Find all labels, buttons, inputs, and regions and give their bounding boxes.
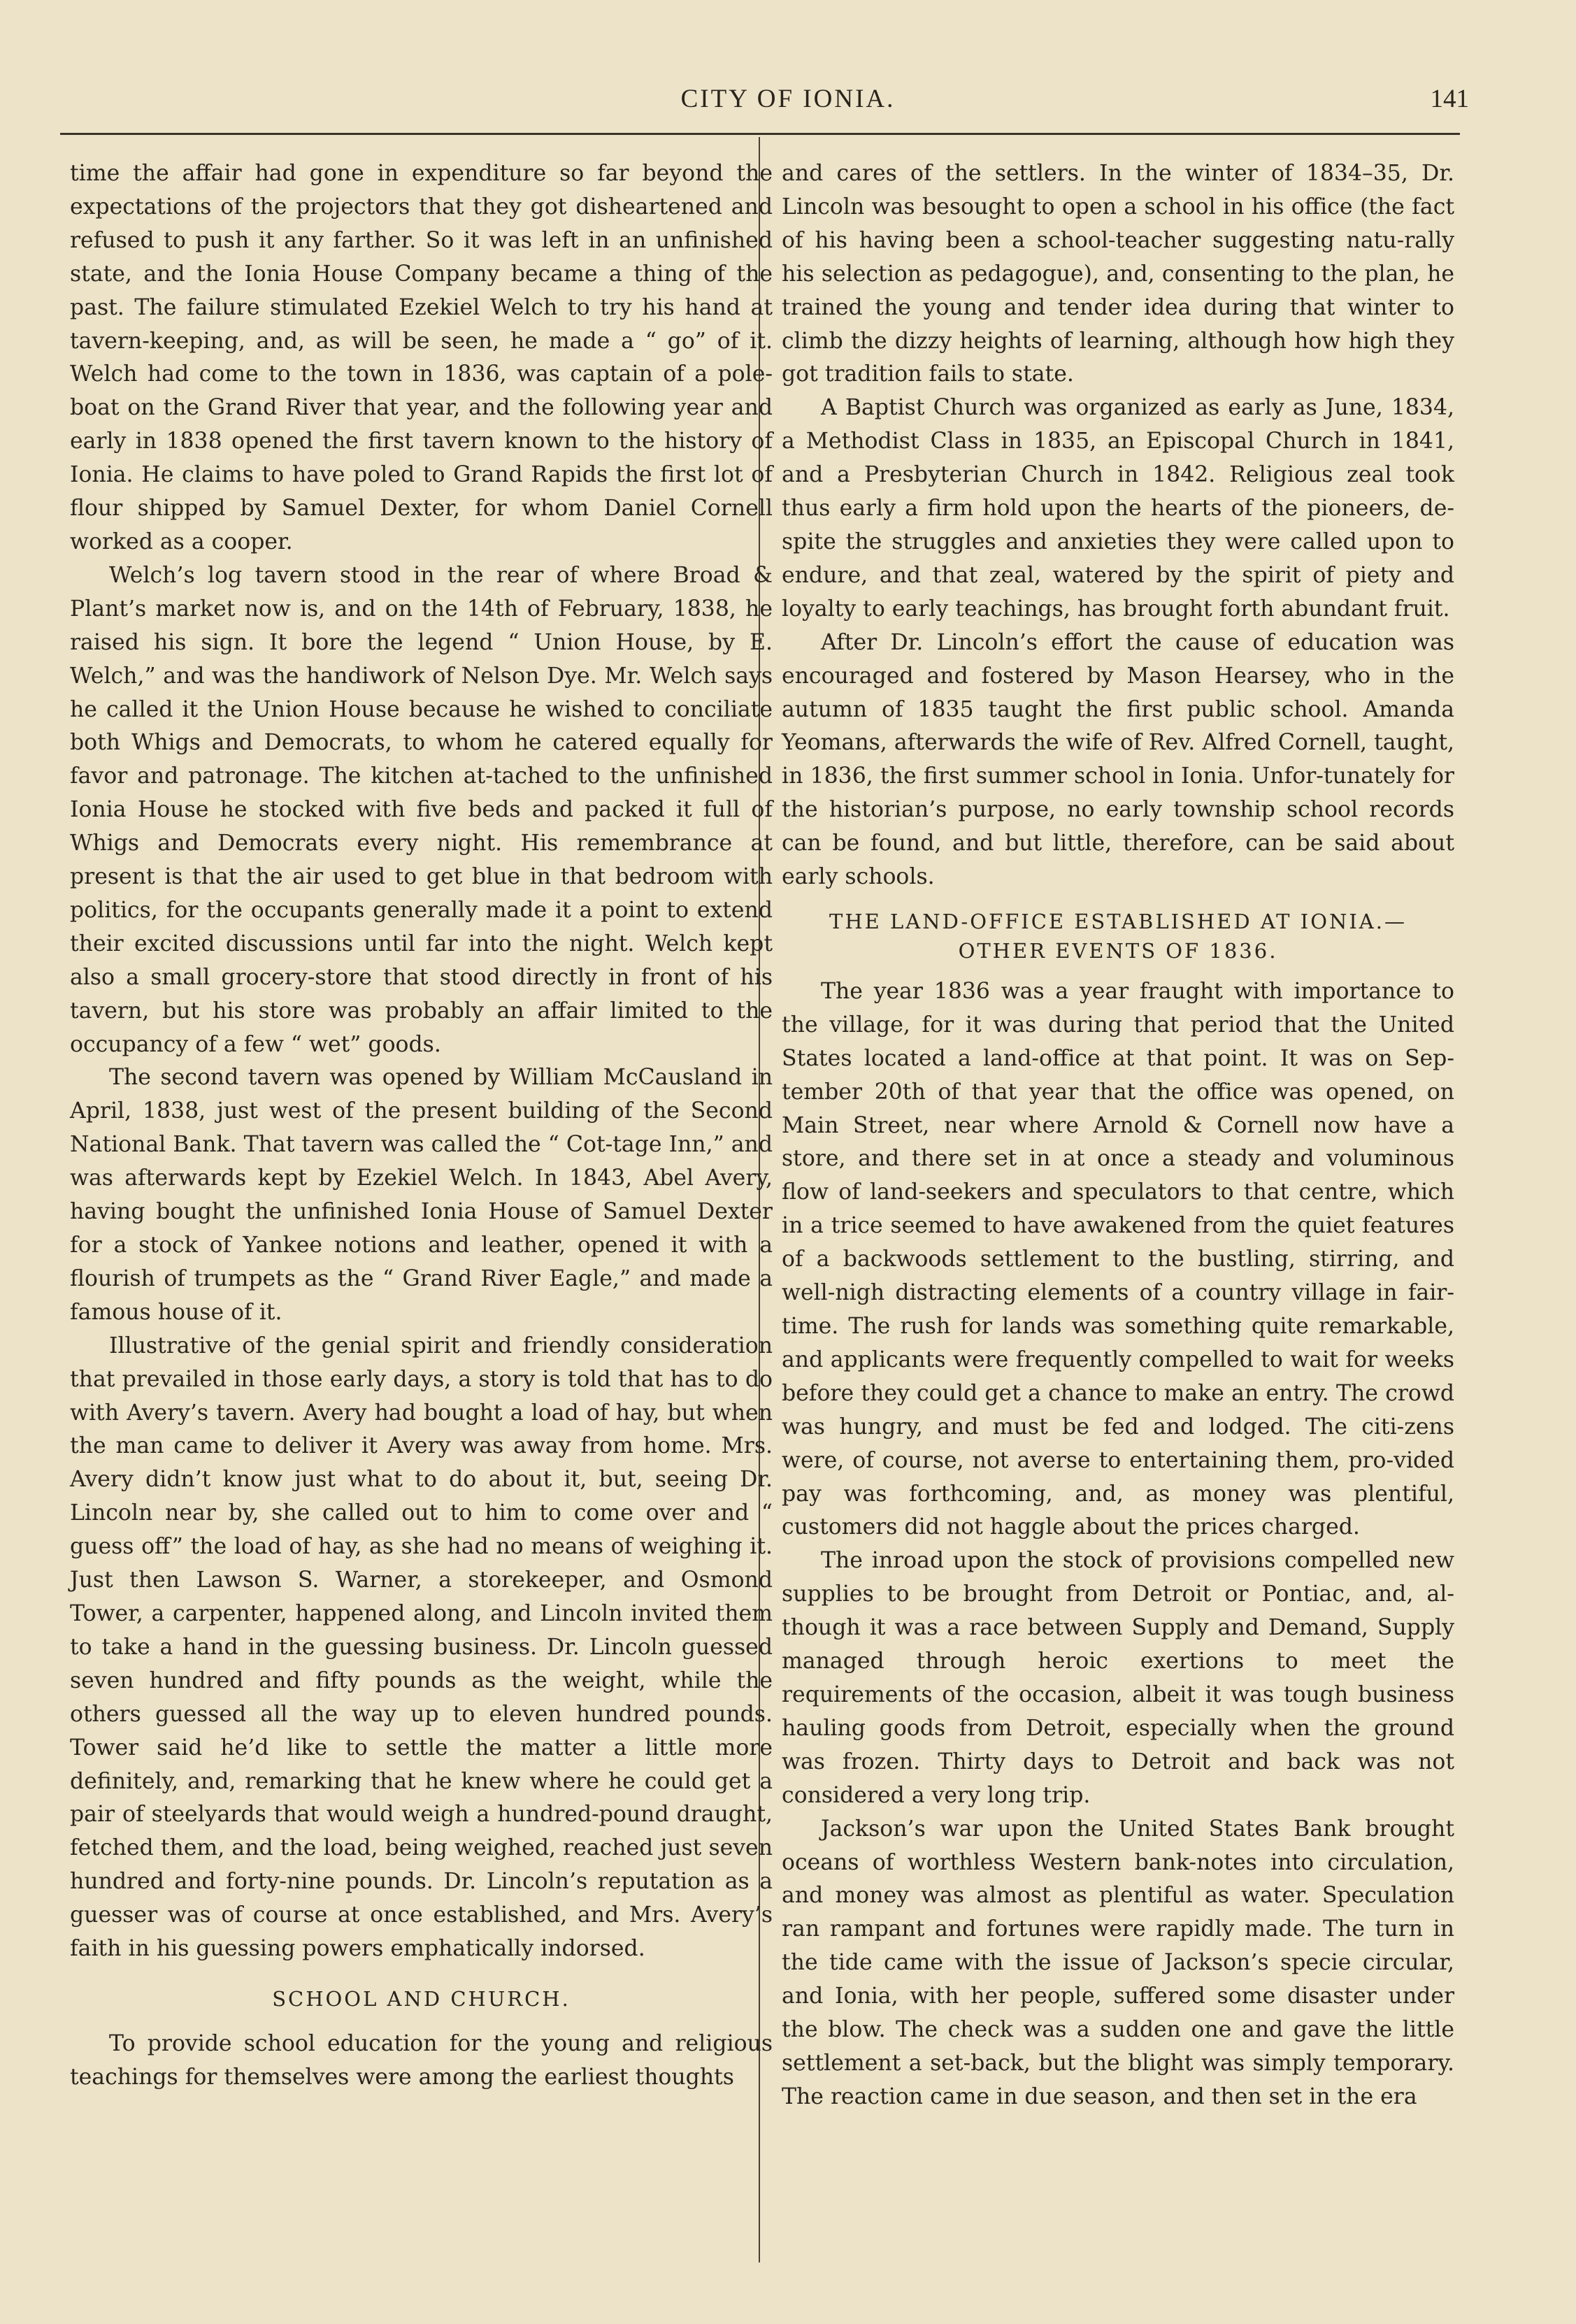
- section-heading-line: OTHER EVENTS OF 1836.: [958, 938, 1278, 963]
- paragraph: Jackson’s war upon the United States Bank brought oceans of worthless Western bank-notes into circulation, and money was almost as plentiful as water. Speculation ran rampant and fortunes were rapidly made. The turn in the tide came with the issue of Jackson’s specie circular, and Ionia, with her people, suffered some disaster under the blow. The check was a sudden one and gave the little settlement a set-back, but the blight was simply temporary. The reaction came in due season, and then set in the era: [782, 1816, 1454, 2109]
- paragraph: Welch’s log tavern stood in the rear of where Broad & Plant’s market now is, and on the 14th of February, 1838, he raised his sign. It bore the legend “ Union House, by E. Welch,” and was the handiwork of Nelson Dye. Mr. Welch says he called it the Union House because he wished to conciliate both Whigs and Democrats, to whom he catered equally for favor and patronage. The kitchen at-tached to the unfinished Ionia House he stocked with five beds and packed it full of Whigs and Democrats every night. His remembrance at present is that the air used to get blue in that bedroom with politics, for the occupants generally made it a point to extend their excited discussions until far into the night. Welch kept also a small grocery-store that stood directly in front of his tavern, but his store was probably an affair limited to the occupancy of a few “ wet” goods.: [70, 562, 773, 1057]
- paragraph: A Baptist Church was organized as early as June, 1834, a Methodist Class in 1835, an Episcopal Church in 1841, and a Presbyterian Church in 1842. Religious zeal took thus early a firm hold upon the hearts of the pioneers, de-spite the struggles and anxieties they were called upon to endure, and that zeal, watered by the spirit of piety and loyalty to early teachings, has brought forth abundant fruit.: [782, 395, 1454, 622]
- running-head: [0, 84, 1576, 126]
- paragraph: The second tavern was opened by William McCausland in April, 1838, just west of the present building of the Second National Bank. That tavern was called the “ Cot-tage Inn,” and was afterwards kept by Ezekiel Welch. In 1843, Abel Avery, having bought the unfinished Ionia House of Samuel Dexter for a stock of Yankee notions and leather, opened it with a flourish of trumpets as the “ Grand River Eagle,” and made a famous house of it.: [70, 1065, 773, 1325]
- page-title: CITY OF IONIA.: [680, 85, 896, 113]
- section-heading-school-church: SCHOOL AND CHURCH.: [272, 1986, 571, 2011]
- header-rule: [60, 133, 1460, 135]
- section-heading-land-office: [782, 907, 1454, 966]
- right-column: [782, 157, 1454, 2114]
- paragraph: After Dr. Lincoln’s effort the cause of education was encouraged and fostered by Mason Hearsey, who in the autumn of 1835 taught the first public school. Amanda Yeomans, afterwards the wife of Rev. Alfred Cornell, taught, in 1836, the first summer school in Ionia. Unfor-tunately for the historian’s purpose, no early township school records can be found, and but little, therefore, can be said about early schools.: [782, 629, 1454, 890]
- paragraph: The inroad upon the stock of provisions compelled new supplies to be brought from Detroit or Pontiac, and, al-though it was a race between Supply and Demand, Supply managed through heroic exertions to meet the requirements of the occasion, albeit it was tough business hauling goods from Detroit, especially when the ground was frozen. Thirty days to Detroit and back was not considered a very long trip.: [782, 1548, 1454, 1808]
- section-heading-line: THE LAND-OFFICE ESTABLISHED AT IONIA.—: [829, 909, 1407, 933]
- page-number: 141: [1430, 85, 1469, 113]
- paragraph: Illustrative of the genial spirit and friendly consideration that prevailed in those early days, a story is told that has to do with Avery’s tavern. Avery had bought a load of hay, but when the man came to deliver it Avery was away from home. Mrs. Avery didn’t know just what to do about it, but, seeing Dr. Lincoln near by, she called out to him to come over and “ guess off” the load of hay, as she had no means of weighing it. Just then Lawson S. Warner, a storekeeper, and Osmond Tower, a carpenter, happened along, and Lincoln invited them to take a hand in the guessing business. Dr. Lincoln guessed seven hundred and fifty pounds as the weight, while the others guessed all the way up to eleven hundred pounds. Tower said he’d like to settle the matter a little more definitely, and, remarking that he knew where he could get a pair of steelyards that would weigh a hundred-pound draught, fetched them, and the load, being weighed, reached just seven hundred and forty-nine pounds. Dr. Lincoln’s reputation as a guesser was of course at once established, and Mrs. Avery’s faith in his guessing powers emphatically indorsed.: [70, 1333, 773, 1962]
- paragraph: To provide school education for the young and religious teachings for themselves were among the earliest thoughts: [70, 2030, 773, 2090]
- paragraph: and cares of the settlers. In the winter of 1834–35, Dr. Lincoln was besought to open a school in his office (the fact of his having been a school-teacher suggesting natu-rally his selection as pedagogue), and, consenting to the plan, he trained the young and tender idea during that winter to climb the dizzy heights of learning, although how high they got tradition fails to state.: [782, 161, 1454, 387]
- paragraph: time the affair had gone in expenditure so far beyond the expectations of the projectors that they got disheartened and refused to push it any farther. So it was left in an unfinished state, and the Ionia House Company became a thing of the past. The failure stimulated Ezekiel Welch to try his hand at tavern-keeping, and, as will be seen, he made a “ go” of it. Welch had come to the town in 1836, was captain of a pole-boat on the Grand River that year, and the following year and early in 1838 opened the first tavern known to the history of Ionia. He claims to have poled to Grand Rapids the first lot of flour shipped by Samuel Dexter, for whom Daniel Cornell worked as a cooper.: [70, 161, 773, 554]
- paragraph: The year 1836 was a year fraught with importance to the village, for it was during that period that the United States located a land-office at that point. It was on Sep-tember 20th of that year that the office was opened, on Main Street, near where Arnold & Cornell now have a store, and there set in at once a steady and voluminous flow of land-seekers and speculators to that centre, which in a trice seemed to have awakened from the quiet features of a backwoods settlement to the bustling, stirring, and well-nigh distracting elements of a country village in fair-time. The rush for lands was something quite remarkable, and applicants were frequently compelled to wait for weeks before they could get a chance to make an entry. The crowd was hungry, and must be fed and lodged. The citi-zens were, of course, not averse to entertaining them, pro-vided pay was forthcoming, and, as money was plentiful, customers did not haggle about the prices charged.: [782, 978, 1454, 1540]
- left-column: [70, 157, 773, 2095]
